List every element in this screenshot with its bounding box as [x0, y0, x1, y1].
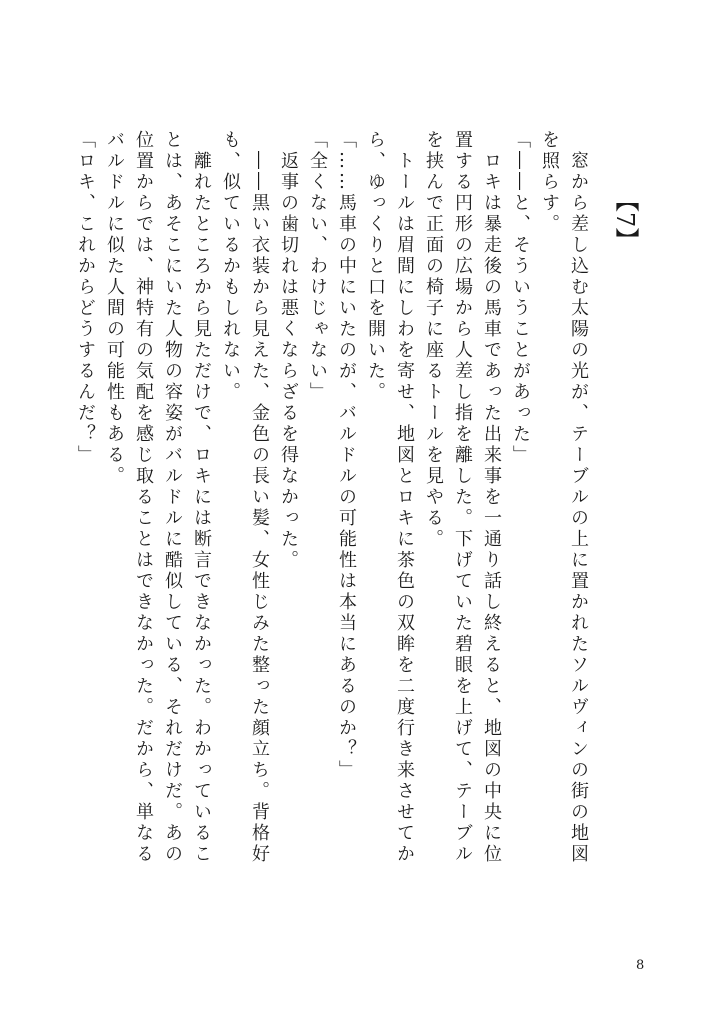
paragraph: 「……馬車の中にいたのが、バルドルの可能性は本当にあるのか？」 [336, 130, 357, 781]
paragraph: ――黒い衣装から見えた、金色の長い髪、女性じみた整った顔立ち。背格好も、似ているかもしれない。 [220, 130, 270, 865]
chapter-heading: 【7】 [611, 188, 639, 252]
paragraph: 離れたところから見ただけで、ロキには断言できなかった。わかっていることは、あそこにいた人物の容姿がバルドルに酷似している、それだけだ。あの位置からでは、神特有の気配を感じ取ることはできなかった。だから、単なるバルドルに似た人間の可能性もある。 [104, 130, 212, 865]
paragraph: 「全くない、わけじゃない」 [307, 130, 328, 403]
paragraph: 返事の歯切れは悪くならざるを得なかった。 [278, 130, 299, 571]
paragraph: トールは眉間にしわを寄せ、地図とロキに茶色の双眸を二度行き来させてから、ゆっくりと口を開いた。 [365, 130, 415, 865]
page-number: 8 [636, 958, 645, 973]
paragraph: 窓から差し込む太陽の光が、テーブルの上に置かれたソルヴィンの街の地図を照らす。 [539, 130, 589, 865]
paragraph: 「ロキ、これからどうするんだ？」 [75, 130, 96, 466]
paragraph: 「――と、そういうことがあった」 [510, 130, 531, 466]
paragraph: ロキは暴走後の馬車であった出来事を一通り話し終えると、地図の中央に位置する円形の広場から人差し指を離した。下げていた碧眼を上げて、テーブルを挟んで正面の椅子に座るトールを見やる。 [423, 130, 502, 865]
body-text [71, 130, 593, 870]
